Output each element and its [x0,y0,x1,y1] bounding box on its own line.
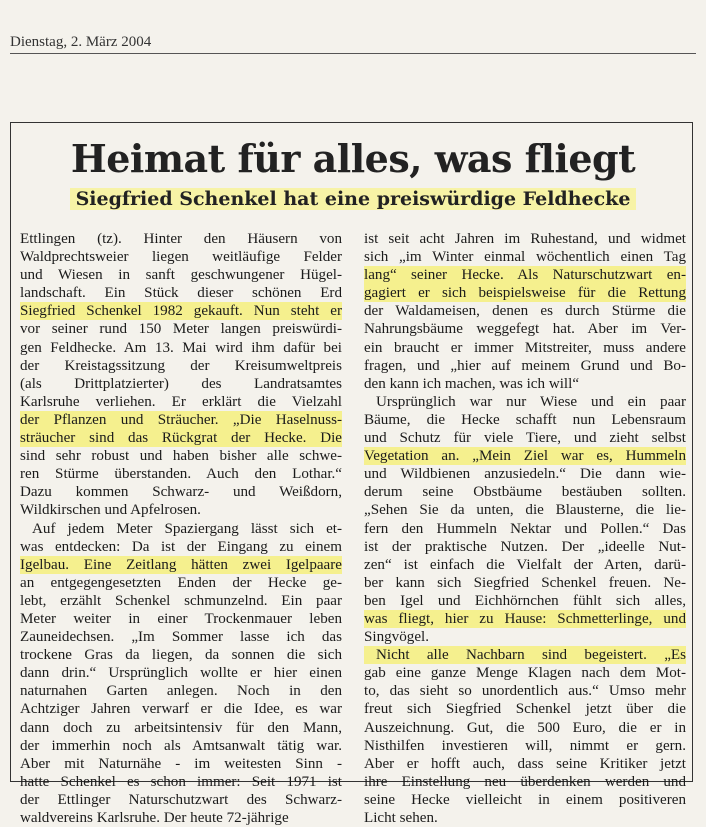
text-line: der Pflanzen und Sträucher. „Die Haselnuss- [20,411,342,428]
text-line: und Schutz für viele Tiere, und zieht selbst [364,430,686,447]
text-line: landschaft. Ein Stück dieser schönen Erd [20,285,342,302]
text-line: gagiert er sich beispielsweise für die Rettung [364,285,686,302]
text-line: derum seine Obstbäume bestäuben sollten. [364,484,686,501]
text-line: ein braucht er immer Mitstreiter, muss andere [364,339,686,356]
text-line: naturnahen Garten anlegen. Noch in den [20,683,342,700]
text-line: Siegfried Schenkel 1982 gekauft. Nun steht er [20,303,342,320]
text-line: und Wildbienen anzusiedeln.“ Die dann wie- [364,466,686,483]
text-line: Bäume, die Hecke schafft nun Lebensraum [364,411,686,428]
text-line: was entdecken: Da ist der Eingang zu einem [20,538,342,555]
text-line: Ettlingen (tz). Hinter den Häusern von [20,231,342,247]
text-line: hatte Schenkel es schon immer: Seit 1971 ist [20,773,342,790]
text-line: Wildkirschen und Apfelrosen. [20,502,201,519]
column-right [364,230,686,827]
dateline: Dienstag, 2. März 2004 [10,34,152,50]
text-line: Nisthilfen investieren will, nimmt er gern. [364,737,686,754]
text-line: Licht sehen. [364,810,438,826]
text-line: und Wiesen in sanft geschwungener Hügel- [20,267,342,284]
text-line: der Waldameisen, denen es durch Stürme die [364,303,686,320]
text-line: Meter weiter in einer Trockenmauer leben [20,610,342,627]
text-line: to, das sieht so unordentlich aus.“ Umso mehr [364,683,686,700]
text-line: freut sich Siegfried Schenkel jetzt über die [364,701,686,718]
text-line: ben Igel und Eichhörnchen fühlt sich alles, [364,592,686,609]
text-line: Aber er hofft auch, dass seine Kritiker jetzt [364,755,686,772]
text-line: Auszeichnung. Gut, die 500 Euro, die er in [364,719,686,736]
text-line: trockene Gras da liegen, da sonnen die sich [20,647,342,664]
text-line: Singvögel. [364,629,429,646]
top-rule [10,53,696,54]
text-line: der immerhin noch als Amtsanwalt tätig war. [20,737,342,754]
text-line: ren Stürme überstanden. Auch den Lothar.“ [20,466,342,483]
text-line: ist der praktische Nutzen. Der „ideelle Nut- [364,538,686,555]
column-left [20,230,342,827]
text-line: lebt, erzählt Schenkel schmunzelnd. Ein paar [20,592,342,609]
subheadline-wrap [0,188,706,210]
text-line: Nahrungsbäume weggefegt hat. Aber im Ver- [364,321,686,338]
text-line: Dazu kommen Schwarz- und Weißdorn, [20,484,342,501]
text-line: sträucher sind das Rückgrat der Hecke. Die [20,430,342,447]
text-line: sich „im Winter einmal wöchentlich einen Tag [364,249,686,266]
text-line: den kann ich machen, was ich will“ [364,375,580,392]
text-line: Zauneidechsen. „Im Sommer lasse ich das [20,629,342,646]
text-line: Achtziger Jahren verwarf er die Idee, es war [20,701,342,718]
text-line: „Sehen Sie da unten, die Blausterne, die lie- [364,502,686,519]
text-line: dann doch zu arbeitsintensiv für den Mann, [20,719,342,736]
text-line: (als Drittplatzierter) des Landratsamtes [20,375,342,392]
text-line: Aber mit Naturnähe - im weitesten Sinn - [20,755,342,772]
text-line: Vegetation an. „Mein Ziel war es, Hummeln [364,448,686,465]
text-line: Karlsruhe verliehen. Er erklärt die Vielzahl [20,393,342,410]
text-line: ist seit acht Jahren im Ruhestand, und widmet [364,231,686,247]
text-line: was fliegt, hier zu Hause: Schmetterlinge, und [364,610,686,627]
text-line: fern den Hummeln Nektar und Pollen.“ Das [364,520,686,537]
text-line: an entgegengesetzten Enden der Hecke ge- [20,574,342,591]
text-line: gab eine ganze Menge Klagen nach dem Mot- [364,665,686,682]
text-line: waldvereins Karlsruhe. Der heute 72-jährige [20,810,289,826]
text-line: Nicht alle Nachbarn sind begeistert. „Es [364,646,686,664]
text-line: fragen, und „hier auf meinem Grund und Bo- [364,357,686,374]
text-line: zen“ ist einfach die Vielfalt der Arten, darü- [364,556,686,573]
text-line: Ursprünglich war nur Wiese und ein paar [376,393,686,410]
text-line: der Kreistagssitzung der Kreisumweltpreis [20,357,342,374]
text-line: ber kann sich Siegfried Schenkel freuen. Ne- [364,574,686,591]
text-line: der Ettlinger Naturschutzwart des Schwarz- [20,791,342,808]
text-line: ihre Einstellung neu überdenken werden und [364,773,686,790]
text-line: Igelbau. Eine Zeitlang hätten zwei Igelpaare [20,556,342,573]
text-line: seine Hecke vielleicht in einem positiveren [364,791,686,808]
text-line: Waldprechtsweier liegen weitläufige Felder [20,249,342,266]
text-line: dann drin.“ Ursprünglich wollte er hier einen [20,665,342,682]
text-line: lang“ seiner Hecke. Als Naturschutzwart en- [364,267,686,284]
text-line: gen Feldhecke. Am 13. Mai wird ihm dafür bei [20,339,342,356]
text-line: sind sehr robust und haben bisher alle schwe- [20,448,342,465]
subheadline: Siegfried Schenkel hat eine preiswürdige Feldhecke [70,188,637,210]
text-line: vor seiner rund 150 Meter langen preiswürdi- [20,321,342,338]
text-line: Auf jedem Meter Spaziergang lässt sich et- [32,520,342,537]
headline: Heimat für alles, was fliegt [70,136,636,181]
